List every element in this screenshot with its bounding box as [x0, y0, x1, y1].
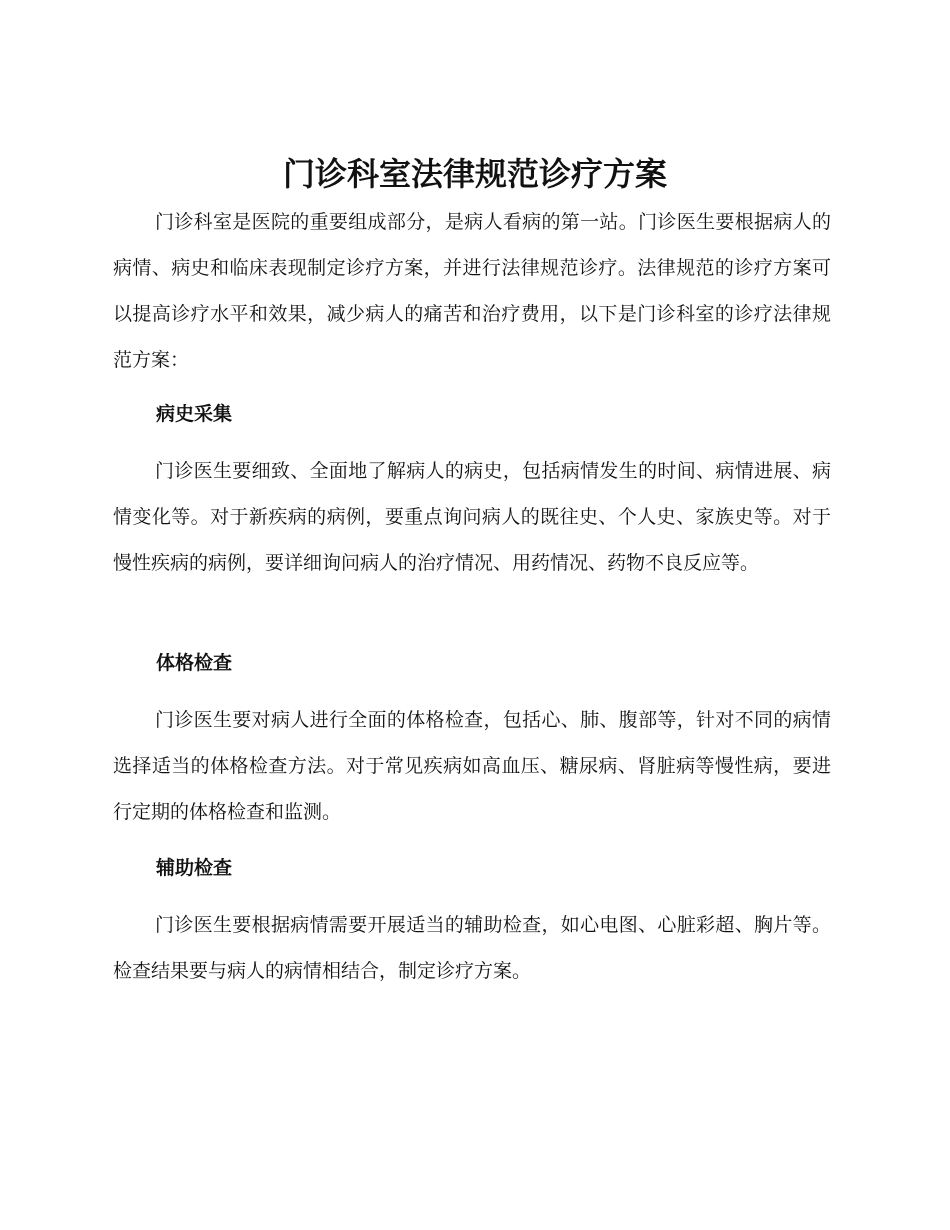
intro-paragraph: 门诊科室是医院的重要组成部分，是病人看病的第一站。门诊医生要根据病人的病情、病史和临床表现制定诊疗方案，并进行法律规范诊疗。法律规范的诊疗方案可以提高诊疗水平和效果，减少病人的痛苦和治疗费用，以下是门诊科室的诊疗法律规范方案： [113, 211, 831, 371]
section-paragraph-auxiliary-exam: 门诊医生要根据病情需要开展适当的辅助检查，如心电图、心脏彩超、胸片等。检查结果要与病人的病情相结合，制定诊疗方案。 [113, 914, 831, 982]
section-heading-medical-history: 病史采集 [156, 403, 233, 425]
section-heading-physical-exam: 体格检查 [156, 652, 233, 674]
document-title: 门诊科室法律规范诊疗方案 [282, 155, 667, 193]
section-heading-auxiliary-exam: 辅助检查 [156, 857, 233, 879]
section-paragraph-physical-exam: 门诊医生要对病人进行全面的体格检查，包括心、肺、腹部等，针对不同的病情选择适当的体格检查方法。对于常见疾病如高血压、糖尿病、肾脏病等慢性病，要进行定期的体格检查和监测。 [113, 709, 831, 823]
section-paragraph-medical-history: 门诊医生要细致、全面地了解病人的病史，包括病情发生的时间、病情进展、病情变化等。对于新疾病的病例，要重点询问病人的既往史、个人史、家族史等。对于慢性疾病的病例，要详细询问病人的治疗情况、用药情况、药物不良反应等。 [113, 460, 831, 574]
